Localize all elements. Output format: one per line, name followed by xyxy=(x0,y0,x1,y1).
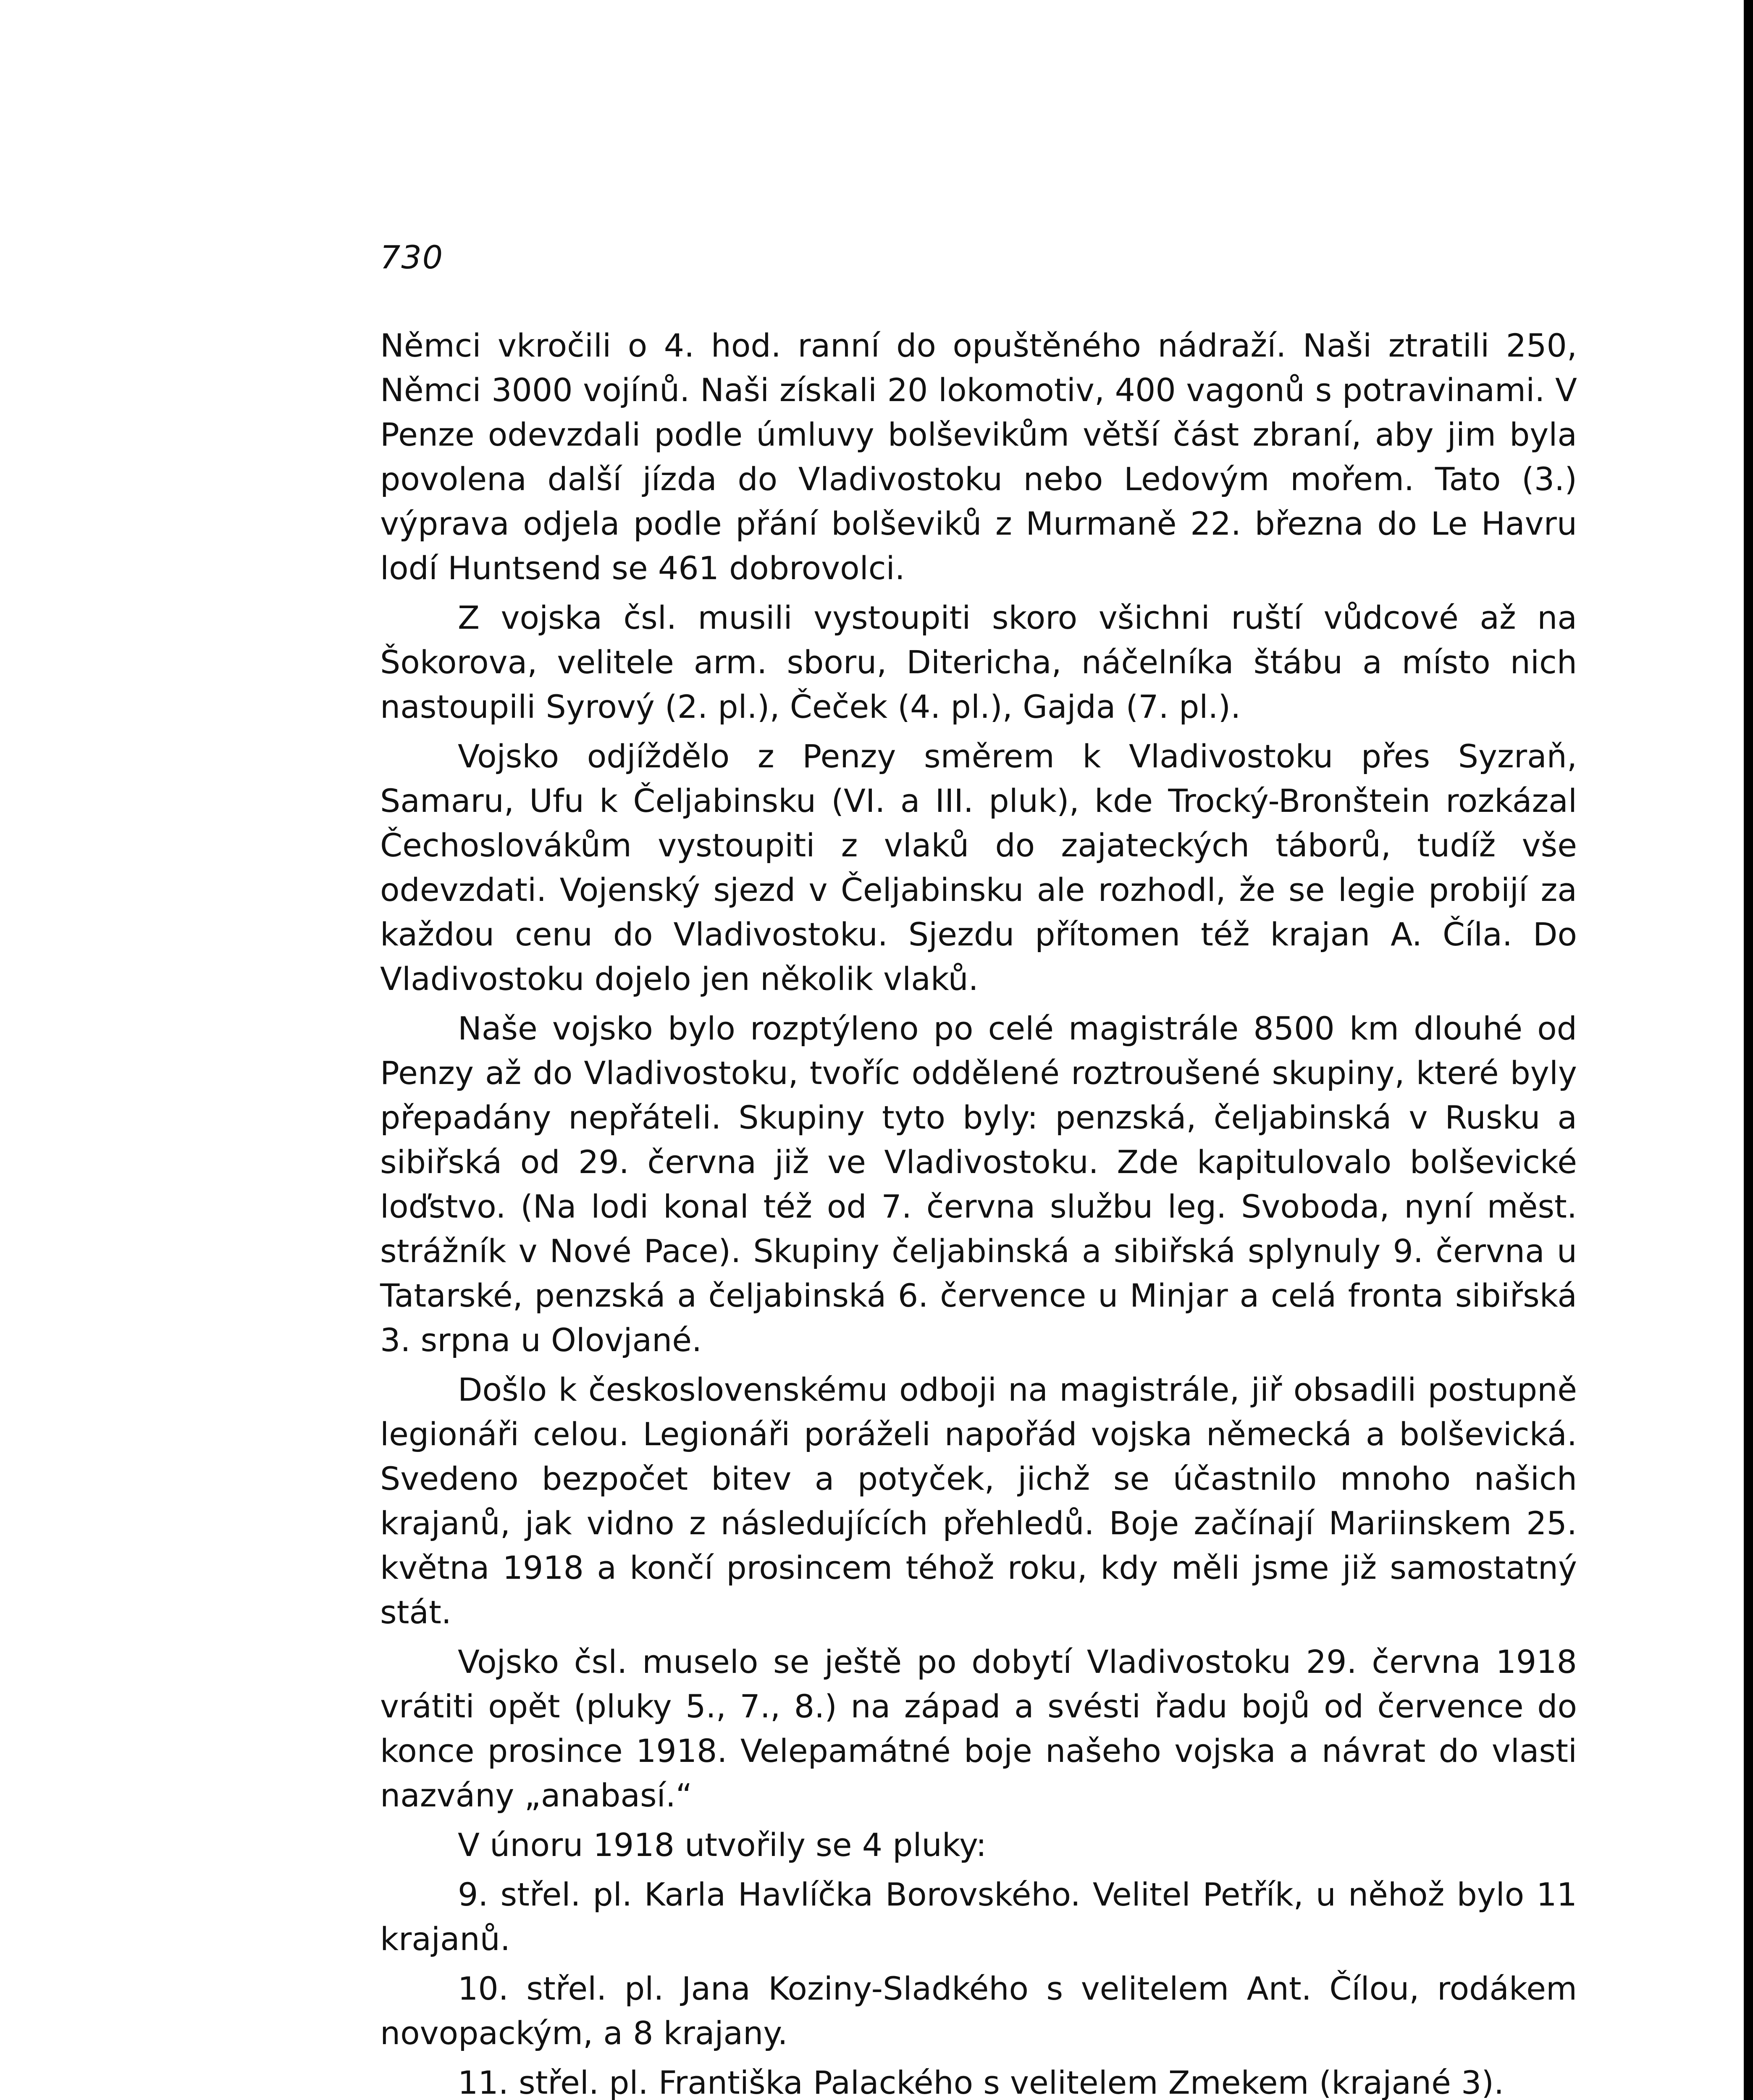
paragraph: V únoru 1918 utvořily se 4 pluky: xyxy=(458,1826,987,1864)
paragraph: Vojsko čsl. muselo se ještě po dobytí Vladivostoku 29. června 1918 vrátiti opět (pluky 5., 7., 8.) na západ a svésti řadu bojů od července do konce prosince 1918. Velepamátné boje našeho vojska a návrat do vlasti nazvány „anabasí.“ xyxy=(380,1643,1577,1814)
paragraph: 11. střel. pl. Františka Palackého s velitelem Zmekem (krajané 3). xyxy=(458,2064,1504,2100)
paragraph: Došlo k československému odboji na magistrále, jiř obsadili postupně legionáři celou. Legionáři poráželi napořád vojska německá a bolševická. Svedeno bezpočet bitev a potyček, jichž se účastnilo mnoho našich krajanů, jak vidno z následujících přehledů. Boje začínají Mariinskem 25. května 1918 a končí prosincem téhož roku, kdy měli jsme již samostatný stát. xyxy=(380,1371,1577,1631)
paragraph: Naše vojsko bylo rozptýleno po celé magistrále 8500 km dlouhé od Penzy až do Vladivostoku, tvoříc oddělené roztroušené skupiny, které byly přepadány nepřáteli. Skupiny tyto byly: penzská, čeljabinská v Rusku a sibiřská od 29. června již ve Vladivostoku. Zde kapitulovalo bolševické loďstvo. (Na lodi konal též od 7. června službu leg. Svoboda, nyní měst. strážník v Nové Pace). Skupiny čeljabinská a sibiřská splynuly 9. června u Tatarské, penzská a čeljabinská 6. července u Minjar a celá fronta sibiřská 3. srpna u Olovjané. xyxy=(380,1010,1577,1359)
paragraph: Němci vkročili o 4. hod. ranní do opuštěného nádraží. Naši ztratili 250, Němci 3000 vojínů. Naši získali 20 lokomotiv, 400 vagonů s potravinami. V Penze odevzdali podle úmluvy bolševikům větší část zbraní, aby jim byla povolena další jízda do Vladivostoku nebo Ledovým mořem. Tato (3.) výprava odjela podle přání bolševiků z Murmaně 22. března do Le Havru lodí Huntsend se 461 dobrovolci. xyxy=(380,327,1577,587)
page-number: 730 xyxy=(380,239,444,276)
paragraph: 10. střel. pl. Jana Koziny-Sladkého s velitelem Ant. Čílou, rodákem novopackým, a 8 krajany. xyxy=(380,1970,1577,2052)
text-body xyxy=(380,323,1577,2100)
paragraph: Vojsko odjíždělo z Penzy směrem k Vladivostoku přes Syzraň, Samaru, Ufu k Čeljabinsku (VI. a III. pluk), kde Trocký-Bronštein rozkázal Čechoslovákům vystoupiti z vlaků do zajateckých táborů, tudíž vše odevzdati. Vojenský sjezd v Čeljabinsku ale rozhodl, že se legie probijí za každou cenu do Vladivostoku. Sjezdu přítomen též krajan A. Číla. Do Vladivostoku dojelo jen několik vlaků. xyxy=(380,738,1577,998)
paragraph: Z vojska čsl. musili vystoupiti skoro všichni ruští vůdcové až na Šokorova, velitele arm. sboru, Ditericha, náčelníka štábu a místo nich nastoupili Syrový (2. pl.), Čeček (4. pl.), Gajda (7. pl.). xyxy=(380,599,1577,725)
page-edge xyxy=(1744,0,1753,2100)
paragraph: 9. střel. pl. Karla Havlíčka Borovského. Velitel Petřík, u něhož bylo 11 krajanů. xyxy=(380,1876,1577,1958)
